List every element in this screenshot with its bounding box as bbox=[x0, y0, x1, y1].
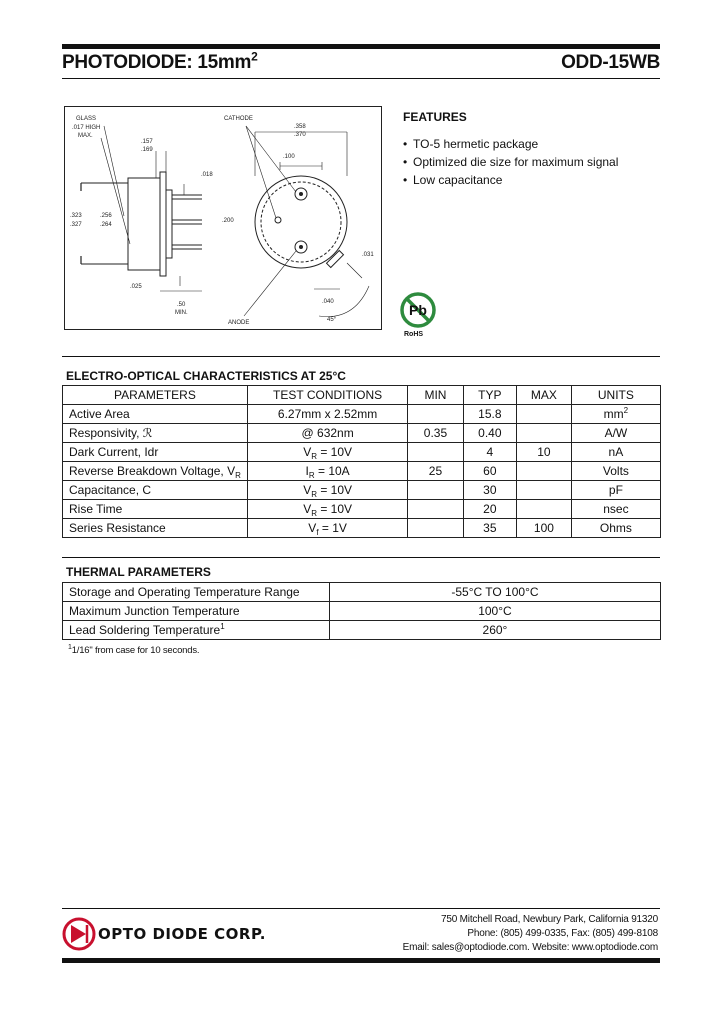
thermal-table bbox=[62, 582, 661, 640]
package-drawing bbox=[64, 106, 394, 336]
list-item: • TO-5 hermetic package bbox=[403, 137, 539, 151]
glass-label: GLASS bbox=[76, 116, 97, 122]
col-header: PARAMETERS bbox=[63, 386, 248, 405]
dim-018: .018 bbox=[201, 172, 213, 178]
page-title: PHOTODIODE: $15mm^2$ bbox=[62, 49, 258, 73]
company-logo-icon bbox=[62, 917, 96, 951]
company-name: OPTO DIODE CORP. bbox=[98, 925, 266, 943]
col-header: TEST CONDITIONS bbox=[247, 386, 407, 405]
col-header: MAX bbox=[517, 386, 572, 405]
glass-max-label: MAX. bbox=[78, 133, 93, 139]
cathode-label: CATHODE bbox=[224, 116, 253, 122]
dim-040: .040 bbox=[322, 299, 334, 305]
table-row: Dark Current, Idr $V_R = 10V$ 4 10 nA bbox=[63, 443, 661, 462]
footer-top-rule bbox=[62, 908, 660, 909]
table-row: Responsivity, ℛ @ 632nm 0.35 0.40 A/W bbox=[63, 424, 661, 443]
company-email: Email: sales@optodiode.com. Website: www.optodiode.com bbox=[402, 942, 658, 953]
dim-50: .50 bbox=[177, 302, 186, 308]
company-address: 750 Mitchell Road, Newbury Park, California 91320 bbox=[441, 914, 658, 925]
features-heading: FEATURES bbox=[403, 110, 467, 124]
dim-327: .327 bbox=[70, 222, 82, 228]
dim-200: .200 bbox=[222, 218, 234, 224]
dim-031: .031 bbox=[362, 252, 374, 258]
table-row: Storage and Operating Temperature Range -55°C TO 100°C bbox=[63, 583, 661, 602]
dim-169: .169 bbox=[141, 147, 153, 153]
table-row: Rise Time $V_R = 10V$ 20 nsec bbox=[63, 500, 661, 519]
table-row: Active Area 6.27mm x 2.52mm 15.8 $mm^2$ bbox=[63, 405, 661, 424]
section-rule-eo bbox=[62, 356, 660, 357]
table-row: Lead Soldering Temperature$^1$ 260° bbox=[63, 621, 661, 640]
dim-157: .157 bbox=[141, 139, 153, 145]
rohs-label: RoHS bbox=[404, 331, 424, 338]
header-bottom-rule bbox=[62, 78, 660, 79]
dim-256: .256 bbox=[100, 213, 112, 219]
part-number: ODD-15WB bbox=[561, 52, 660, 73]
features-list bbox=[403, 135, 618, 189]
thermal-heading: THERMAL PARAMETERS bbox=[66, 565, 211, 579]
table-row: Maximum Junction Temperature 100°C bbox=[63, 602, 661, 621]
table-row: Series Resistance $V_f = 1V$ 35 100 Ohms bbox=[63, 519, 661, 538]
list-item: • Optimized die size for maximum signal bbox=[403, 155, 619, 169]
dim-angle: 45° bbox=[327, 317, 337, 323]
footer-bottom-rule bbox=[62, 958, 660, 963]
dim-358: .358 bbox=[294, 124, 306, 130]
dim-323: .323 bbox=[70, 213, 82, 219]
table-header-row bbox=[63, 386, 661, 405]
col-header: UNITS bbox=[571, 386, 660, 405]
glass-dim-label: .017 HIGH bbox=[72, 125, 101, 131]
company-phone: Phone: (805) 499-0335, Fax: (805) 499-8108 bbox=[467, 928, 658, 939]
dim-min: MIN. bbox=[175, 310, 188, 316]
table-row: Reverse Breakdown Voltage, $V_R$ $I_R = 10A$ 25 60 Volts bbox=[63, 462, 661, 481]
col-header: MIN bbox=[408, 386, 463, 405]
rohs-pb-free-icon bbox=[398, 290, 438, 330]
footnote: $^1$1/16" from case for 10 seconds. bbox=[68, 644, 200, 656]
dim-264: .264 bbox=[100, 222, 112, 228]
rohs-symbol: Pb bbox=[409, 302, 427, 318]
table-row: Capacitance, C $V_R = 10V$ 30 pF bbox=[63, 481, 661, 500]
anode-label: ANODE bbox=[228, 320, 250, 326]
dim-025: .025 bbox=[130, 284, 142, 290]
list-item: • Low capacitance bbox=[403, 173, 503, 187]
eo-table bbox=[62, 385, 661, 538]
col-header: TYP bbox=[463, 386, 517, 405]
header-top-rule bbox=[62, 44, 660, 49]
eo-heading: ELECTRO-OPTICAL CHARACTERISTICS AT 25°C bbox=[66, 369, 346, 383]
section-rule-thermal bbox=[62, 557, 660, 558]
dim-100: .100 bbox=[283, 154, 295, 160]
dim-370: .370 bbox=[294, 132, 306, 138]
